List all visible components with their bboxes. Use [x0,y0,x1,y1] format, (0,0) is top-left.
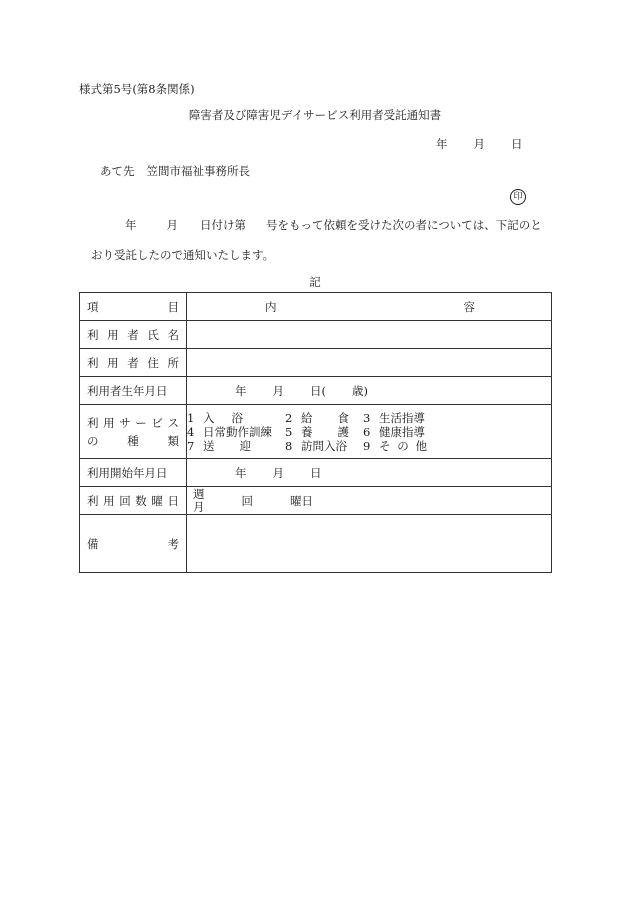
service-text: 訪問入浴 [301,438,347,453]
body-dated: 日付け第 [200,218,246,232]
name-row [80,321,552,349]
remarks-label-char: 考 [167,536,179,551]
service-text: 迎 [239,438,251,453]
address-label-char: 住 [147,355,159,370]
issue-year-label: 年 [436,137,448,151]
body-month: 月 [166,218,178,232]
service-option[interactable]: 8 訪問入浴 [285,438,347,453]
service-option[interactable]: 3 生活指導 [363,410,425,425]
seal-mark: 印 [510,189,526,205]
start-month: 月 [272,465,284,480]
start-field[interactable] [187,459,552,487]
service-option[interactable]: 6 健康指導 [363,424,425,439]
header-value-1: 内 [265,299,277,314]
freq-times: 回 [241,493,253,508]
service-option[interactable]: 9 そ の 他 [363,438,427,453]
service-text: そ [379,438,391,453]
freq-month: 月 [193,499,205,514]
body-year: 年 [125,218,137,232]
start-year: 年 [235,465,247,480]
birth-field[interactable] [187,377,552,405]
header-row [80,293,552,321]
service-label-char: ビ [151,415,163,430]
name-label-char: 利 [87,327,99,342]
service-text: 他 [415,438,427,453]
service-label-char: ー [135,415,147,430]
issue-day-label: 日 [511,137,523,151]
issue-month-label: 月 [473,137,485,151]
service-option[interactable]: 4 日常動作訓練 [187,424,272,439]
service-text: 浴 [231,410,243,425]
header-value-2: 容 [463,299,475,314]
freq-label-char: 曜 [151,493,163,508]
service-option[interactable]: 5 養 護 [285,424,349,439]
service-text: 護 [337,424,349,439]
freq-label-char: 日 [167,493,179,508]
remarks-field[interactable] [187,515,552,573]
service-text: 給 [301,410,313,425]
detail-table [79,292,552,573]
birth-label: 利用者生年月日 [80,377,187,405]
birth-month: 月 [272,383,284,398]
address-row [80,349,552,377]
service-option[interactable]: 7 送 迎 [187,438,251,453]
addressee-label: あて先 [100,164,135,178]
address-label-char: 者 [127,355,139,370]
service-row [80,405,552,459]
freq-week: 週 [193,486,205,501]
service-label-char: サ [119,415,131,430]
service-text: 食 [337,410,349,425]
frequency-field[interactable] [187,487,552,515]
service-text: の [397,438,409,453]
record-heading: 記 [309,275,321,289]
service-option[interactable]: 2 給 食 [285,410,349,425]
service-text: 生活指導 [379,410,425,425]
issue-date [436,136,523,152]
freq-label-char: 用 [103,493,115,508]
freq-weekday: 曜日 [290,493,313,508]
service-list [187,405,552,459]
service-label-char: ス [167,415,179,430]
start-row [80,459,552,487]
remarks-row [80,515,552,573]
address-field[interactable] [187,349,552,377]
name-label-char: 氏 [147,327,159,342]
service-label-char: の [87,433,99,448]
remarks-label-char: 備 [87,536,99,551]
service-label-char: 種 [127,433,139,448]
freq-label-char: 利 [87,493,99,508]
addressee-name: 笠間市福祉事務所長 [146,164,250,178]
address-label-char: 用 [107,355,119,370]
address-label-char: 利 [87,355,99,370]
addressee [100,163,250,179]
frequency-row [80,487,552,515]
body-text-line-1 [125,217,542,233]
service-text: 日常動作訓練 [203,424,272,439]
service-text: 健康指導 [379,424,425,439]
freq-label-char: 数 [135,493,147,508]
service-text: 入 [203,410,215,425]
header-label-2: 目 [167,299,179,314]
service-text: 送 [203,438,215,453]
start-label: 利用開始年月日 [80,459,187,487]
header-label-1: 項 [87,299,99,314]
birth-day: 日( [310,383,326,398]
name-label-char: 名 [167,327,179,342]
name-field[interactable] [187,321,552,349]
service-text: 養 [301,424,313,439]
birth-row [80,377,552,405]
name-label-char: 者 [127,327,139,342]
address-label-char: 所 [167,355,179,370]
birth-year: 年 [235,383,247,398]
service-label-char: 類 [167,433,179,448]
start-day: 日 [310,465,322,480]
birth-age: 歳) [352,383,368,398]
form-number: 様式第5号(第8条関係) [79,82,195,96]
service-option[interactable]: 1 入 浴 [187,410,243,425]
body-number-rest: 号をもって依頼を受けた次の者については、下記のと [266,218,542,232]
freq-label-char: 回 [119,493,131,508]
body-text-line-2: おり受託したので通知いたします。 [91,248,275,262]
service-label-char: 利 [87,415,99,430]
service-label-char: 用 [103,415,115,430]
document-title: 障害者及び障害児デイサービス利用者受託通知書 [188,108,442,122]
name-label-char: 用 [107,327,119,342]
